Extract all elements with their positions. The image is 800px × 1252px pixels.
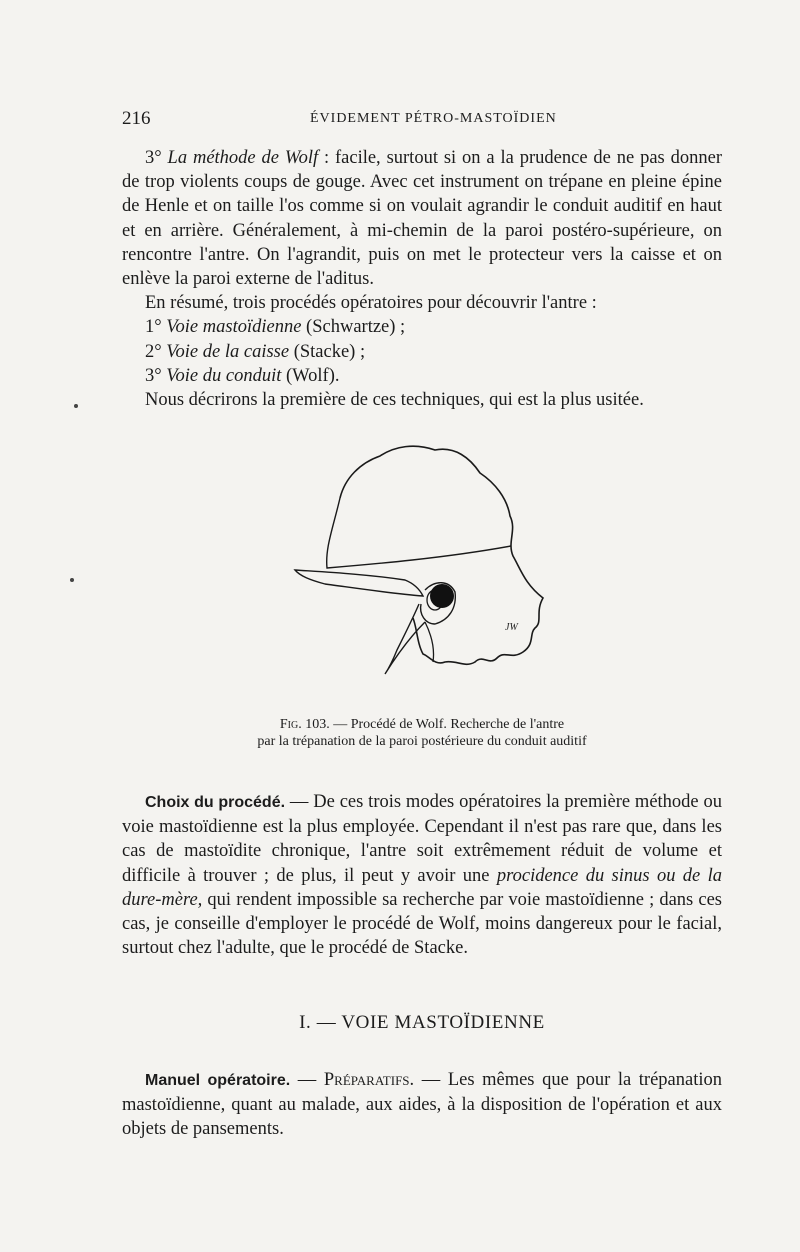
page-number: 216 xyxy=(122,108,151,129)
paragraph-text: — Les mêmes que pour la trépanation mastoïdienne, quant au malade, aux aides, à la disposition de l'opération et aux objets de pansements. xyxy=(122,1070,722,1140)
running-title: ÉVIDEMENT PÉTRO-MASTOÏDIEN xyxy=(310,111,557,126)
list-item-number: 3° xyxy=(145,365,162,386)
list-item-number: 1° xyxy=(145,317,162,338)
running-head xyxy=(122,108,722,134)
paragraph-choice xyxy=(122,790,722,960)
text-block-bottom xyxy=(122,1068,722,1142)
figure-103 xyxy=(285,438,555,678)
caption-text: — Procédé de Wolf. Recherche de l'antre xyxy=(329,717,565,732)
skull-diagram xyxy=(285,438,555,678)
list-item-author: (Wolf). xyxy=(286,365,340,386)
zygoma-process xyxy=(295,570,423,596)
wolf-method-text: : facile, surtout si on a la prudence de ne pas donner de trop violents coups de gouge. Avec cet instrument on trépane en pleine épine de Henle et on taille l'os comme si on voulait agrandir le conduit auditif en haut et en arrière. Généralement, à mi-chemin de la paroi postéro-supérieure, on rencontre l'antre. On l'agrandit, puis on met le protecteur vers la caisse et on enlève la paroi externe de l'aditus. xyxy=(122,148,722,290)
list-item-name: Voie du conduit xyxy=(166,365,282,386)
text-block-middle xyxy=(122,790,722,960)
styloid-process xyxy=(385,604,425,674)
summary-line: En résumé, trois procédés opératoires pour découvrir l'antre : xyxy=(145,293,597,314)
paragraph-number: 3° xyxy=(145,148,162,168)
paragraph-text: — De ces trois modes opératoires la première méthode ou voie mastoïdienne est la plus employée. Cependant il n'est pas rare que, dans les cas de mastoïdite chronique, l'antre soit extrêmement réduit de volume et difficile à trouver ; de plus, il peut y avoir une xyxy=(122,792,722,886)
dash: — xyxy=(290,1070,324,1090)
ear-canal-top xyxy=(327,498,511,568)
trepanation-point xyxy=(430,584,454,608)
list-item xyxy=(122,315,722,339)
caption-line-2: par la trépanation de la paroi postérieure du conduit auditif xyxy=(257,734,587,749)
paragraph-wolf-method xyxy=(122,146,722,291)
paragraph-text: qui rendent impossible sa recherche par voie mastoïdienne ; dans ces cas, je conseille d'employer le procédé de Wolf, moins dangereux pour le facial, surtout chez l'adulte, que le procédé de Stacke. xyxy=(122,889,722,959)
section-heading: I. — VOIE MASTOÏDIENNE xyxy=(299,1012,545,1033)
paragraph-italic: procidence du sinus ou de la dure-mère, xyxy=(122,865,722,910)
list-item-name: Voie mastoïdienne xyxy=(166,317,302,338)
list-item-number: 2° xyxy=(145,341,162,362)
figure-signature: JW xyxy=(505,622,518,633)
margin-mark xyxy=(70,578,74,582)
paragraph-lead: Choix du procédé. xyxy=(145,794,286,811)
paragraph-manual xyxy=(122,1068,722,1142)
list-item-author: (Stacke) ; xyxy=(293,341,366,362)
closing-line: Nous décrirons la première de ces techniques, qui est la plus usitée. xyxy=(145,390,644,411)
figure-caption xyxy=(122,716,722,750)
list-item-name: Voie de la caisse xyxy=(166,341,290,362)
caption-label: Fig. 103. xyxy=(279,717,330,732)
margin-mark xyxy=(74,404,78,408)
list-item-author: (Schwartze) ; xyxy=(306,317,406,338)
list-item xyxy=(122,364,722,388)
caption-line-1 xyxy=(122,716,722,733)
paragraph-smallcaps: Préparatifs. xyxy=(323,1070,415,1090)
wolf-method-title: La méthode de Wolf xyxy=(167,148,319,168)
text-block-top xyxy=(122,146,722,412)
list-item xyxy=(122,340,722,364)
paragraph-lead: Manuel opératoire. xyxy=(145,1072,291,1089)
